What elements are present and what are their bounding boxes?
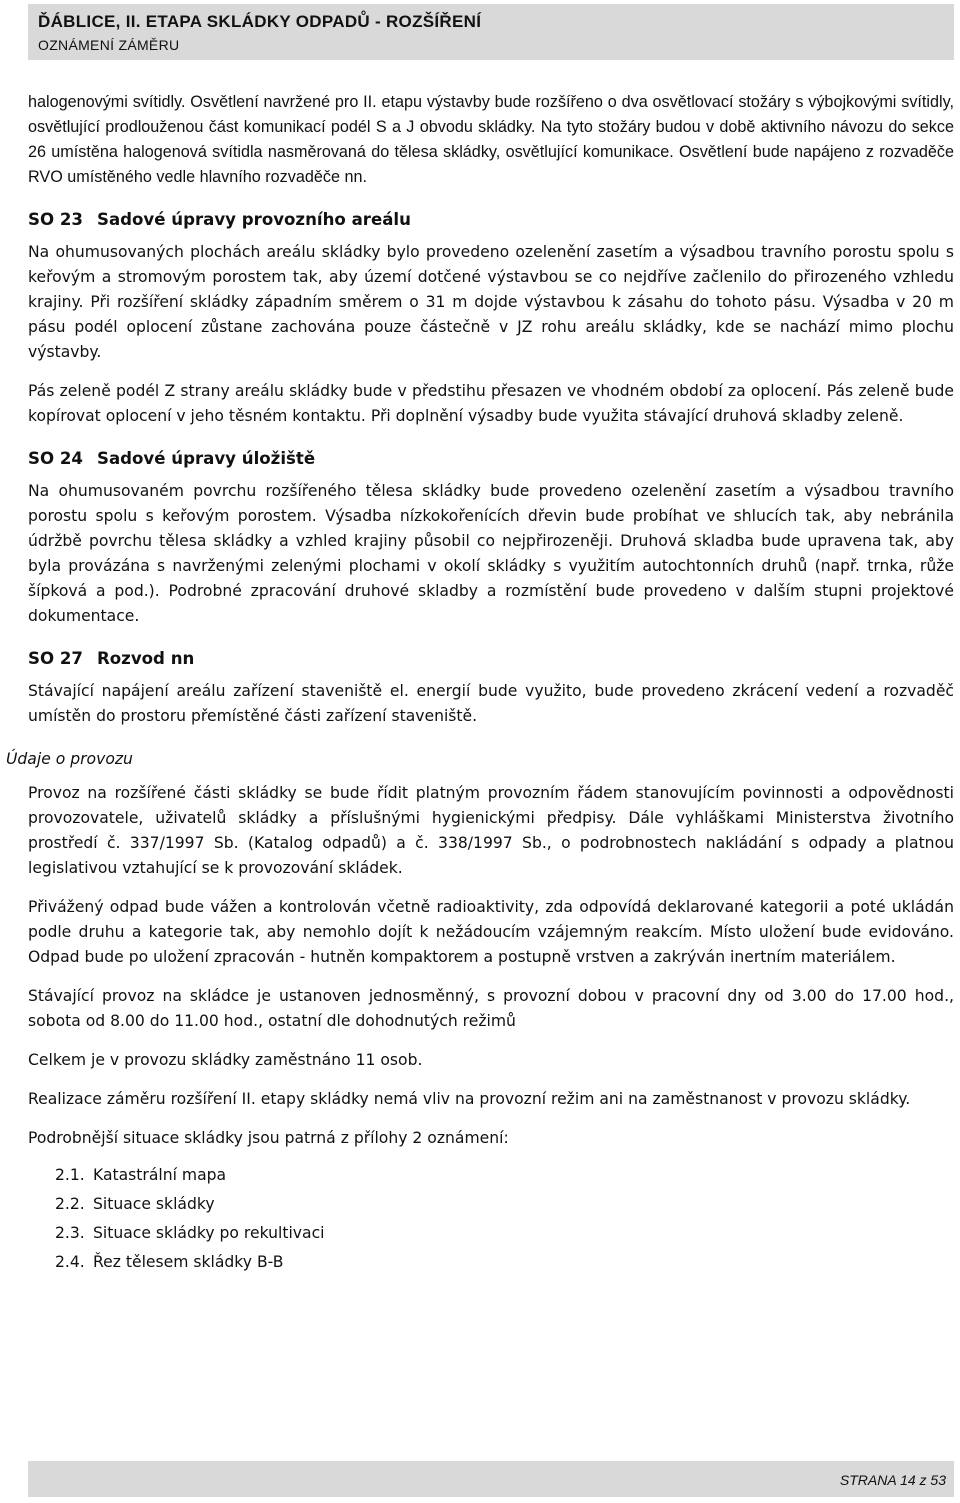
so23-paragraph-2: Pás zeleně podél Z strany areálu skládky bude v předstihu přesazen ve vhodném období za oplocení. Pás zeleně bude kopírovat oplocení v jeho těsném kontaktu. Při doplnění výsadby bude využita stávající druhová skladby zeleně. [28,382,954,425]
list-item [55,1161,954,1190]
section-title: Sadové úpravy provozního areálu [97,210,411,229]
provoz-paragraph-6: Podrobnější situace skládky jsou patrná z přílohy 2 oznámení: [28,1129,509,1147]
list-item-label: Situace skládky po rekultivaci [93,1224,325,1242]
provoz-paragraph-1: Provoz na rozšířené části skládky se bude řídit platným provozním řádem stanovujícím povinnosti a odpovědnosti provozovatele, uživatelů skládky a příslušnými hygienickými předpisy. Dále vyhláškami Ministerstva životního prostředí č. 337/1997 Sb. (Katalog odpadů) a č. 338/1997 Sb., o podrobnostech nakládání s odpady a platnou legislativou vztahující se k provozování skládek. [28,784,954,877]
so24-paragraph: Na ohumusovaném povrchu rozšířeného tělesa skládky bude provedeno ozelenění zasetím a výsadbou travního porostu spolu s keřovým porostem. Výsadba nízkokořenících dřevin bude probíhat ve shlucích tak, aby nebránila údržbě povrchu tělesa skládky a vzhled krajiny působil co nejpřirozeněji. Druhová skladba bude upravena tak, aby byla provázána s navrženými zelenými plochami v okolí skládky s využitím autochtonních druhů (např. trnka, růže šípková a pod.). Podrobné zpracování druhové skladby a rozmístění bude provedeno v dalším stupni projektové dokumentace. [28,482,954,625]
list-item [55,1219,954,1248]
section-number: SO 23 [28,210,83,229]
section-title: Sadové úpravy úložiště [97,449,316,468]
list-item-label: Katastrální mapa [93,1166,227,1184]
list-item-number: 2.4. [55,1253,85,1271]
list-item-number: 2.3. [55,1224,85,1242]
list-item-label: Situace skládky [93,1195,215,1213]
section-title: Rozvod nn [97,649,195,668]
section-number: SO 24 [28,449,83,468]
page-footer [28,1461,954,1497]
section-heading-so24 [28,447,954,471]
list-item [55,1190,954,1219]
provoz-paragraph-3: Stávající provoz na skládce je ustanoven jednosměnný, s provozní dobou v pracovní dny od 3.00 do 17.00 hod., sobota od 8.00 do 11.00 hod., ostatní dle dohodnutých režimů [28,987,954,1030]
provoz-paragraph-5: Realizace záměru rozšíření II. etapy skládky nemá vliv na provozní režim ani na zaměstnanost v provozu skládky. [28,1090,911,1108]
page-number: STRANA 14 z 53 [839,1472,946,1488]
list-item-number: 2.2. [55,1195,85,1213]
document-body [6,90,954,1277]
document-title: ĎÁBLICE, II. ETAPA SKLÁDKY ODPADŮ - ROZŠÍŘENÍ [38,12,482,31]
list-item-label: Řez tělesem skládky B-B [93,1253,284,1271]
page-header [28,4,954,60]
intro-paragraph: halogenovými svítidly. Osvětlení navržené pro II. etapu výstavby bude rozšířeno o dva osvětlovací stožáry s výbojkovými svítidly, osvětlující prodlouženou část komunikací podél S a J obvodu skládky. Na tyto stožáry budou v době aktivního návozu do sekce 26 umístěna halogenová svítidla nasměrovaná do tělesa skládky, osvětlující komunikace. Osvětlení bude napájeno z rozvaděče RVO umístěného vedle hlavního rozvaděče nn. [28,93,954,186]
section-heading-so27 [28,647,954,671]
section-number: SO 27 [28,649,83,668]
provoz-heading: Údaje o provozu [6,750,133,768]
appendix-list [28,1161,954,1277]
document-subtitle: OZNÁMENÍ ZÁMĚRU [38,37,180,53]
list-item [55,1248,954,1277]
so23-paragraph-1: Na ohumusovaných plochách areálu skládky bylo provedeno ozelenění zasetím a výsadbou travního porostu spolu s keřovým a stromovým porostem tak, aby území dotčené výstavbou se co nejdříve začlenilo do přirozeného vzhledu krajiny. Při rozšíření skládky západním směrem o 31 m dojde výstavbou k zásahu do tohoto pásu. Výsadba v 20 m pásu podél oplocení zůstane zachována pouze částečně v JZ rohu areálu skládky, kde se nachází mimo plochu výstavby. [28,243,954,361]
list-item-number: 2.1. [55,1166,85,1184]
so27-paragraph: Stávající napájení areálu zařízení staveniště el. energií bude využito, bude provedeno zkrácení vedení a rozvaděč umístěn do prostoru přemístěné části zařízení staveniště. [28,682,954,725]
provoz-paragraph-2: Přivážený odpad bude vážen a kontrolován včetně radioaktivity, zda odpovídá deklarované kategorii a poté ukládán podle druhu a kategorie tak, aby nemohlo dojít k nežádoucím vzájemným reakcím. Místo uložení bude evidováno. Odpad bude po uložení zpracován - hutněn kompaktorem a postupně vrstven a zakrýván inertním materiálem. [28,898,954,966]
section-heading-so23 [28,208,954,232]
provoz-paragraph-4: Celkem je v provozu skládky zaměstnáno 11 osob. [28,1051,423,1069]
